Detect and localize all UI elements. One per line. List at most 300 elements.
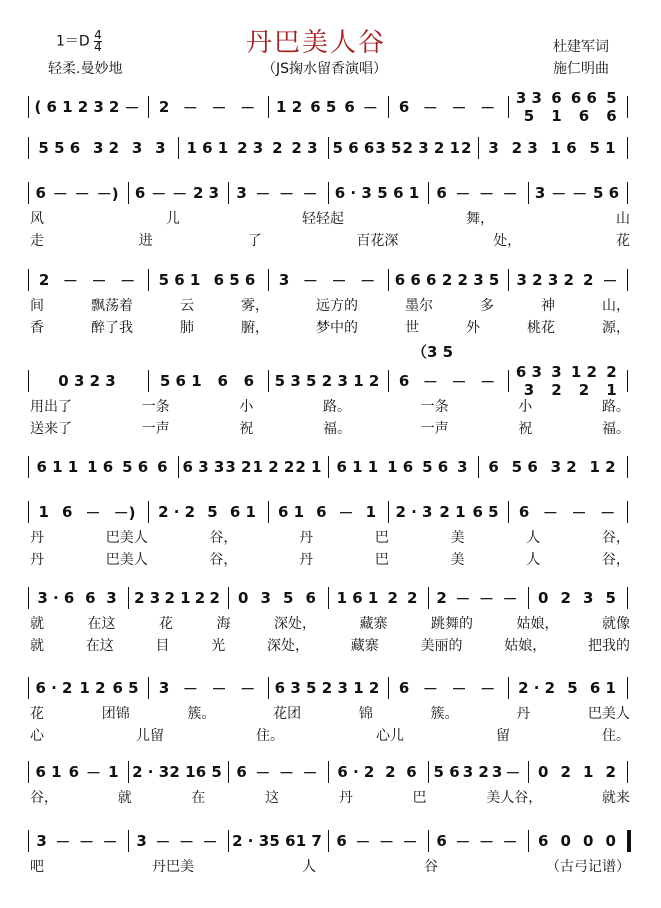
note-group: 5 6 [592, 184, 620, 202]
note-group: － [572, 184, 588, 203]
note-group: 3 [131, 139, 143, 157]
lyric-word: 姑娘， [504, 638, 547, 654]
barline [627, 137, 628, 159]
lyric-word: 丹 [299, 530, 314, 546]
time-top: 4 [94, 28, 102, 42]
lyric-word: 就 [117, 790, 132, 806]
lyric-word: 巴美人 [587, 706, 630, 722]
lyricist-credit: 杜建军词 [553, 39, 609, 55]
note-group: 6 [316, 503, 327, 521]
score-line [0, 583, 661, 613]
lyric-word: 儿 [166, 211, 180, 227]
note-group: 2 [605, 763, 616, 781]
note-group: 2 3 2 1 [402, 139, 460, 157]
lyric-word: 深处， [267, 638, 309, 654]
note-group: － [505, 763, 521, 782]
note-group: 2 [272, 139, 283, 157]
barline [508, 677, 509, 699]
note-group: 2 3 [134, 589, 161, 607]
lyric-word: 住。 [256, 728, 284, 744]
lyric-line [30, 613, 630, 633]
lyric-line [30, 725, 630, 745]
note-group: 6 [62, 503, 73, 521]
measure [132, 583, 222, 613]
note-group: 6 3 5 [274, 679, 317, 697]
note-group: 3 [491, 763, 503, 781]
barline [128, 761, 129, 783]
note-group: － [479, 832, 495, 851]
lyric-word: 路。 [322, 399, 351, 415]
note-group: － [542, 503, 558, 522]
barline [28, 761, 29, 783]
note-group: 5 6 [422, 458, 449, 476]
note-group: 6 · 2 [337, 763, 375, 781]
note-group: － [302, 184, 318, 203]
note-group: 6 1 [393, 184, 420, 202]
measure [152, 497, 262, 527]
lyric-word: 海 [216, 616, 231, 632]
note-group: － [211, 98, 227, 117]
measure [152, 366, 262, 396]
lyric-word: 香 [30, 320, 44, 336]
note-group: － [355, 832, 371, 851]
barline [148, 370, 149, 392]
lyric-word: 深处， [274, 616, 316, 632]
note-group: 3 [583, 589, 594, 607]
note-group: 3 [488, 139, 499, 157]
note-group: 6 5 [112, 679, 139, 697]
lyric-word: 雾， [241, 298, 269, 314]
note-group: 6 [488, 458, 499, 476]
note-group: －) [113, 503, 136, 522]
barline [228, 761, 229, 783]
barline [28, 269, 29, 291]
lyric-word: 墨尔 [405, 298, 433, 314]
barline [128, 587, 129, 609]
note-group: － [102, 832, 118, 851]
measure [432, 757, 522, 787]
lyric-line [30, 396, 630, 416]
lyric-word: 一声 [141, 421, 170, 437]
lyric-word: 腑， [241, 320, 269, 336]
score-line [0, 452, 661, 482]
lyric-word: 送来了 [30, 421, 72, 437]
note-group: － [360, 271, 376, 290]
note-group: 2 [108, 98, 120, 116]
score-line [0, 757, 661, 787]
note-group: 1 2 [353, 372, 380, 390]
lyric-word: 飘荡着 [91, 298, 133, 314]
measure [152, 673, 262, 703]
note-group: 3 [106, 589, 117, 607]
measure [32, 92, 142, 122]
lyric-word: 锦 [358, 706, 373, 722]
tempo-marking: 轻柔.曼妙地 [48, 61, 123, 77]
barline [28, 96, 29, 118]
note-group: 1 [108, 763, 119, 781]
note-group: 1 [365, 503, 376, 521]
lyric-word: 小 [239, 399, 254, 415]
note-group: － [151, 184, 167, 203]
note-group: － [480, 372, 496, 391]
barline [627, 96, 628, 118]
note-group: 0 [560, 832, 571, 850]
lyric-word: 舞， [466, 211, 494, 227]
note-group: 6 5 [195, 763, 222, 781]
note-group: － [455, 589, 471, 608]
lyric-word: 一声 [420, 421, 449, 437]
note-group: 5 [377, 184, 388, 202]
note-group: 6 [398, 679, 410, 697]
lyric-word: 百花深 [356, 233, 399, 249]
note-group: 2 1 [295, 458, 322, 476]
note-group: 2 [407, 589, 418, 607]
measure [482, 133, 622, 163]
note-group: － [240, 679, 256, 698]
note-group: 3 [260, 589, 271, 607]
measure [392, 673, 502, 703]
note-group: 1 2 [79, 679, 106, 697]
lyric-word: 花团 [273, 706, 302, 722]
lyric-word: 走 [30, 233, 44, 249]
note-group: 2 1 [169, 763, 196, 781]
lyric-word: 在 [191, 790, 206, 806]
lyric-word: 谷， [209, 530, 238, 546]
barline [128, 182, 129, 204]
lyric-word: 巴 [412, 790, 427, 806]
lyric-word: 多 [480, 298, 494, 314]
note-group: 2 3 [237, 139, 264, 157]
note-group: － [480, 679, 496, 698]
note-group: － [52, 184, 68, 203]
note-group: － [451, 679, 467, 698]
barline [508, 269, 509, 291]
note-group: － [600, 503, 616, 522]
barline [627, 456, 628, 478]
note-group: 2 [158, 98, 170, 116]
note-group: 6 [406, 763, 417, 781]
lyric-word: 肺 [180, 320, 194, 336]
note-group: 5 1 [589, 139, 616, 157]
lyric-word: 美人谷， [486, 790, 543, 806]
note-group: － [479, 184, 495, 203]
note-group: － [255, 763, 271, 782]
note-group: 1 2 [353, 679, 380, 697]
note-group: 6 [436, 832, 447, 850]
note-group: 1 6 1 [336, 589, 379, 607]
page-title: 丹巴美人谷 [246, 28, 387, 58]
note-group: － [455, 184, 471, 203]
note-group: 0 [238, 589, 249, 607]
note-group: － [172, 184, 188, 203]
measure [272, 92, 382, 122]
note-group: － [571, 503, 587, 522]
barline [528, 830, 529, 852]
note-group: 3 2 [550, 458, 577, 476]
barline [228, 182, 229, 204]
note-group: 2 2 3 5 [441, 271, 500, 289]
barline [627, 182, 628, 204]
measure [132, 826, 222, 856]
barline [428, 761, 429, 783]
barline [148, 269, 149, 291]
score-line [0, 363, 661, 399]
note-group: 6 [35, 184, 46, 202]
barline [328, 137, 329, 159]
note-group: 1 7 [295, 832, 322, 850]
score-line [0, 133, 661, 163]
note-group: 5 [605, 589, 616, 607]
note-group: 6 [398, 372, 410, 390]
note-group: － [502, 589, 518, 608]
lyric-line [30, 635, 630, 655]
barline [228, 830, 229, 852]
lyric-word: 云 [180, 298, 194, 314]
lyric-word: 进 [138, 233, 153, 249]
note-group: 6 [344, 98, 355, 116]
measure [152, 265, 262, 295]
note-group: － [302, 763, 318, 782]
lyric-word: 谷， [30, 790, 58, 806]
lyric-line [30, 787, 630, 807]
note-group: － [331, 271, 347, 290]
note-group: 1 6 [550, 139, 577, 157]
barline [428, 587, 429, 609]
barline [478, 137, 479, 159]
note-group: 5 6 1 [159, 372, 202, 390]
lyric-line [30, 549, 630, 569]
note-group: 0 [605, 832, 616, 850]
lyric-word: 美丽的 [420, 638, 463, 654]
note-group: － [55, 832, 71, 851]
note-group: 6 [305, 589, 316, 607]
note-group: － [62, 271, 78, 290]
composer-credit: 施仁明曲 [553, 61, 609, 77]
lyric-word: 丹 [338, 790, 353, 806]
lyric-word: 风 [30, 211, 44, 227]
note-group: 5 [283, 589, 294, 607]
note-group: 2 3 [291, 139, 318, 157]
note-group: 6 [217, 372, 228, 390]
note-group: 6 [68, 763, 80, 781]
measure [512, 673, 622, 703]
note-group: 2 [385, 763, 396, 781]
barline [228, 587, 229, 609]
note-group: 3 2 [225, 458, 252, 476]
note-group: － [74, 184, 90, 203]
note-group: － [338, 503, 354, 522]
lyric-word: 处， [493, 233, 522, 249]
note-group: 6 1 [551, 89, 562, 125]
note-group: 3 [36, 832, 47, 850]
measure [332, 757, 422, 787]
lyric-word: 留 [496, 728, 510, 744]
lyric-word: 一条 [420, 399, 449, 415]
note-group: 1 [38, 503, 49, 521]
note-group: 6 6 6 [570, 89, 597, 125]
lyric-word: 簇。 [430, 706, 459, 722]
note-group: 3 [278, 271, 290, 289]
measure [432, 826, 522, 856]
note-group: 5 6 6 [332, 139, 375, 157]
lyric-word: 世 [405, 320, 419, 336]
note-group: 0 [538, 589, 549, 607]
lyric-word: 就像 [602, 616, 630, 632]
note-group: 6 [436, 184, 447, 202]
lyric-word: 住。 [602, 728, 630, 744]
measure [332, 452, 472, 482]
barline [428, 830, 429, 852]
lyric-word: 人 [526, 552, 541, 568]
lyric-word: 福。 [322, 421, 351, 437]
note-group: 3 [457, 458, 468, 476]
note-group: － [479, 589, 495, 608]
lyric-word: 一条 [141, 399, 170, 415]
note-group: 3 2 3 2 [516, 271, 574, 289]
barline [388, 501, 389, 523]
time-bottom: 4 [94, 40, 102, 54]
measure [182, 452, 322, 482]
note-group: 3 2 [551, 363, 562, 399]
barline [268, 96, 269, 118]
note-group: 2 [560, 589, 571, 607]
note-group: 2 [387, 589, 398, 607]
note-group: － [179, 832, 195, 851]
note-group: 3 [155, 139, 166, 157]
note-group: － [85, 503, 101, 522]
note-group: 2 · 2 [158, 503, 196, 521]
note-group: － [502, 184, 518, 203]
measure [32, 133, 172, 163]
measure [152, 92, 262, 122]
lyric-word: 外 [466, 320, 480, 336]
measure [332, 583, 422, 613]
barline [28, 830, 29, 852]
barline [128, 830, 129, 852]
measure [392, 366, 502, 396]
barline [328, 587, 329, 609]
note-group: － [211, 679, 227, 698]
note-group: 2 · 3 [132, 763, 170, 781]
note-group: 5 6 [269, 832, 296, 850]
note-group: 3 [136, 832, 147, 850]
measure [232, 826, 322, 856]
lyric-line [30, 527, 630, 547]
barline [627, 501, 628, 523]
score-line [0, 89, 661, 125]
note-group: 6 5 6 [213, 271, 256, 289]
lyric-word: 目 [155, 638, 170, 654]
lyric-word: 就 [30, 638, 44, 654]
note-group: 2 3 [77, 98, 104, 116]
note-group: 3 2 [92, 139, 120, 157]
note-group: 6 5 [310, 98, 337, 116]
measure [32, 583, 122, 613]
lyric-word: （古弓记谱） [546, 859, 630, 875]
measure [432, 178, 522, 208]
note-group: 5 6 [122, 458, 149, 476]
key-label: 1＝D [56, 33, 90, 50]
lyric-word: 就 [30, 616, 44, 632]
note-group: － [362, 98, 378, 117]
note-group: 1 2 2 [570, 363, 597, 399]
measure [392, 265, 502, 295]
note-group: 6 [157, 458, 168, 476]
barline [268, 677, 269, 699]
barline [627, 370, 628, 392]
note-group: 2 1 [439, 503, 466, 521]
measure [332, 133, 472, 163]
singer-credit: （JS掬水留香演唱） [262, 61, 388, 77]
note-group: 2 1 [606, 363, 617, 399]
note-group: 6 3 3 [515, 363, 542, 399]
note-group: 3 2 [462, 763, 489, 781]
lyric-line [30, 295, 630, 315]
note-group: － [402, 832, 418, 851]
measure [272, 673, 382, 703]
lyric-word: 藏寨 [350, 638, 379, 654]
score-line [0, 673, 661, 703]
barline [528, 182, 529, 204]
measure [272, 497, 382, 527]
lyric-word: 跳舞的 [431, 616, 473, 632]
note-group: 3 5 [375, 139, 402, 157]
lyric-word: 团锦 [101, 706, 130, 722]
note-group: 6 [134, 184, 146, 202]
note-group: 1 6 [387, 458, 414, 476]
barline [508, 370, 509, 392]
measure [32, 497, 142, 527]
barline [328, 182, 329, 204]
measure [532, 178, 622, 208]
note-group: 6 [85, 589, 96, 607]
barline [328, 456, 329, 478]
note-group: 6 1 [278, 503, 305, 521]
lyric-word: 路。 [601, 399, 630, 415]
lyric-word: 巴美人 [105, 552, 148, 568]
note-group: 2 [436, 589, 447, 607]
lyric-word: 花 [159, 616, 173, 632]
note-group: 6 · 3 [334, 184, 372, 202]
lyric-word: 吧 [30, 859, 44, 875]
barline [268, 370, 269, 392]
measure [32, 178, 122, 208]
barline [627, 677, 628, 699]
lyric-line [30, 230, 630, 250]
lyric-line [30, 856, 630, 876]
lyric-word: 在这 [87, 616, 116, 632]
lyric-word: 姑娘， [516, 616, 559, 632]
note-group: 6 3 3 [182, 458, 225, 476]
note-group: 6 [538, 832, 549, 850]
lyric-word: 丹 [30, 552, 44, 568]
lyric-line [30, 317, 630, 337]
note-group: － [279, 184, 295, 203]
barline [478, 456, 479, 478]
barline [388, 370, 389, 392]
lyric-word: 花 [30, 706, 44, 722]
barline [268, 269, 269, 291]
lyric-word: 间 [30, 298, 44, 314]
barline [328, 761, 329, 783]
note-group: 6 [236, 763, 247, 781]
measure [182, 133, 322, 163]
lyric-word: 儿留 [136, 728, 164, 744]
lyric-word: 丹 [30, 530, 44, 546]
lyric-word: 源， [602, 320, 630, 336]
lyric-word: 人 [526, 530, 541, 546]
measure [232, 757, 322, 787]
